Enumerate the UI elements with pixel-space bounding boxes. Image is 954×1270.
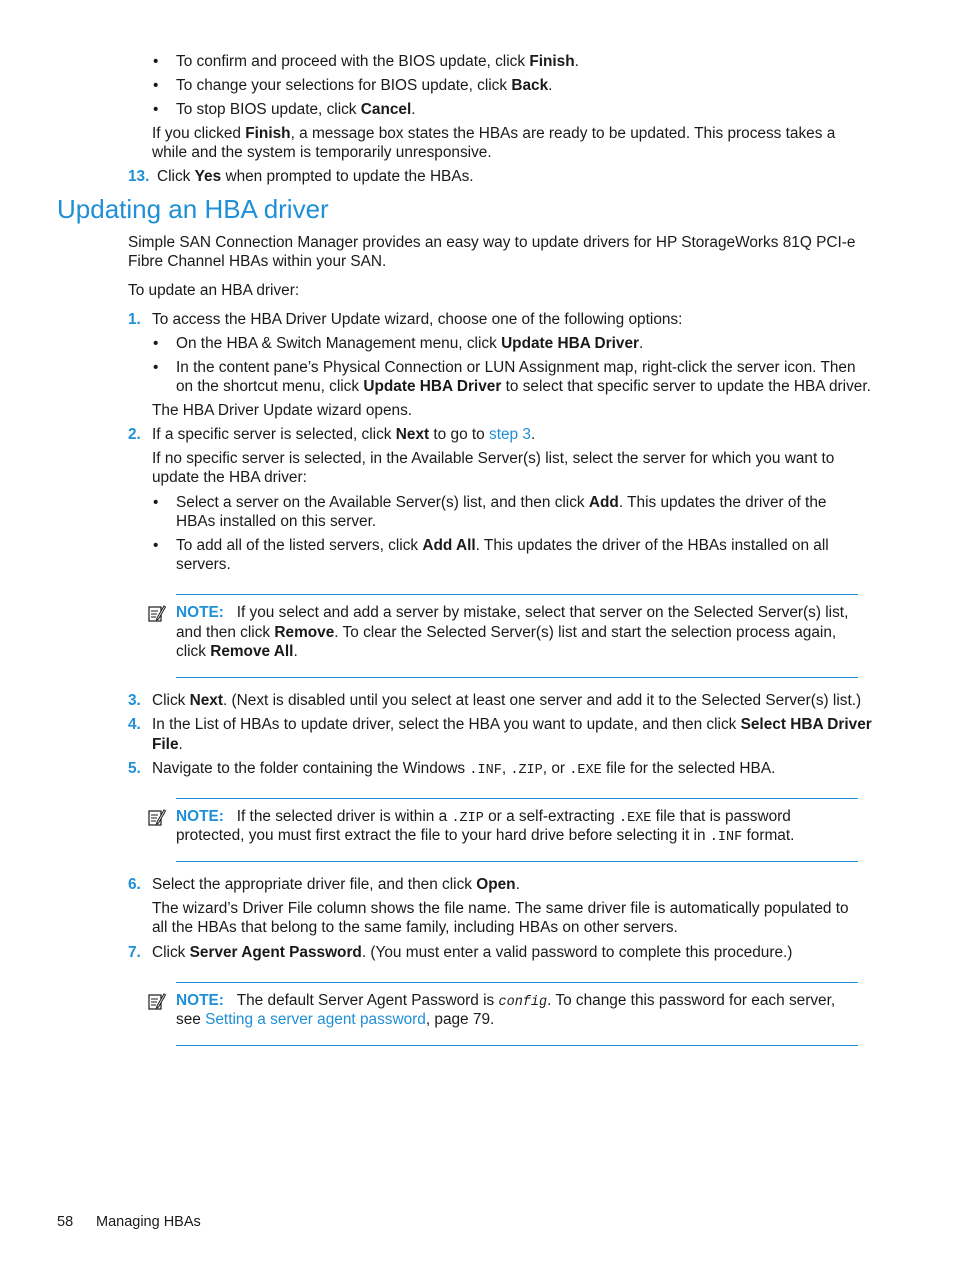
note-pencil-icon [148, 992, 166, 1010]
step-text: Navigate to the folder containing the Windows .INF, .ZIP, or .EXE file for the selected HBA. [152, 760, 776, 778]
step-text: Click Yes when prompted to update the HBAs. [157, 168, 474, 185]
note-rule-top [176, 798, 858, 799]
bullet-text: servers. [176, 556, 231, 573]
step-number: 2. [128, 426, 141, 443]
paragraph: while and the system is temporarily unresponsive. [152, 144, 492, 161]
note-rule-top [176, 594, 858, 595]
note-label: NOTE: [176, 808, 224, 825]
paragraph: The wizard’s Driver File column shows the file name. The same driver file is automatically populated to [152, 900, 849, 917]
bullet: • [153, 53, 159, 70]
intro-paragraph: Fibre Channel HBAs within your SAN. [128, 253, 387, 270]
paragraph: If you clicked Finish, a message box states the HBAs are ready to be updated. This process takes a [152, 125, 836, 142]
intro-paragraph: Simple SAN Connection Manager provides an easy way to update drivers for HP StorageWorks 81Q PCI-e [128, 234, 856, 251]
bullet: • [153, 335, 159, 352]
step-number: 1. [128, 311, 141, 328]
note-label: NOTE: [176, 992, 224, 1009]
bullet: • [153, 494, 159, 511]
bullet-text: To stop BIOS update, click Cancel. [176, 101, 416, 118]
footer-section: Managing HBAs [96, 1214, 201, 1230]
bullet: • [153, 359, 159, 376]
paragraph: If no specific server is selected, in the Available Server(s) list, select the server for which you want to [152, 450, 835, 467]
step-text: File. [152, 736, 183, 753]
note-pencil-icon [148, 808, 166, 826]
note-text: NOTE: If the selected driver is within a .ZIP or a self-extracting .EXE file that is password [176, 808, 791, 826]
step-number: 7. [128, 944, 141, 961]
step-number: 6. [128, 876, 141, 893]
page-number: 58 [57, 1214, 74, 1230]
step-number: 4. [128, 716, 141, 733]
bullet: • [153, 77, 159, 94]
note-text: click Remove All. [176, 643, 298, 660]
step-text: To access the HBA Driver Update wizard, choose one of the following options: [152, 311, 683, 328]
bullet-text: To add all of the listed servers, click Add All. This updates the driver of the HBAs installed on all [176, 537, 829, 554]
step-number: 3. [128, 692, 141, 709]
note-text: see Setting a server agent password, page 79. [176, 1011, 495, 1028]
paragraph: The HBA Driver Update wizard opens. [152, 402, 413, 419]
paragraph: update the HBA driver: [152, 469, 307, 486]
step-3-link[interactable]: step 3 [489, 426, 531, 443]
note-text: protected, you must first extract the file to your hard drive before selecting it in .INF format. [176, 827, 795, 845]
step-number: 13. [128, 168, 150, 185]
bullet-text: To confirm and proceed with the BIOS update, click Finish. [176, 53, 579, 70]
bullet-text: on the shortcut menu, click Update HBA Driver to select that specific server to update the HBA driver. [176, 378, 871, 395]
server-agent-password-link[interactable]: Setting a server agent password [205, 1011, 426, 1028]
step-number: 5. [128, 760, 141, 777]
step-text: Click Server Agent Password. (You must enter a valid password to complete this procedure.) [152, 944, 793, 961]
note-rule-bottom [176, 1045, 858, 1046]
bullet: • [153, 537, 159, 554]
bullet-text: In the content pane’s Physical Connection or LUN Assignment map, right-click the server icon. Then [176, 359, 856, 376]
note-rule-bottom [176, 677, 858, 678]
note-label: NOTE: [176, 604, 224, 621]
note-text: NOTE: The default Server Agent Password is config. To change this password for each server, [176, 992, 836, 1010]
note-text: NOTE: If you select and add a server by mistake, select that server on the Selected Server(s) list, [176, 604, 849, 621]
step-text: In the List of HBAs to update driver, select the HBA you want to update, and then click Select HBA Driver [152, 716, 872, 733]
paragraph: all the HBAs that belong to the same family, including HBAs on other servers. [152, 919, 678, 936]
note-rule-bottom [176, 861, 858, 862]
note-pencil-icon [148, 604, 166, 622]
bullet-text: Select a server on the Available Server(s) list, and then click Add. This updates the driver of the [176, 494, 827, 511]
bullet: • [153, 101, 159, 118]
step-text: Click Next. (Next is disabled until you select at least one server and add it to the Selected Server(s) list.) [152, 692, 862, 709]
bullet-text: HBAs installed on this server. [176, 513, 377, 530]
step-text: Select the appropriate driver file, and then click Open. [152, 876, 520, 893]
section-heading: Updating an HBA driver [57, 194, 329, 224]
note-text: and then click Remove. To clear the Selected Server(s) list and start the selection process again, [176, 624, 837, 641]
step-text: If a specific server is selected, click Next to go to step 3. [152, 426, 536, 443]
intro-paragraph: To update an HBA driver: [128, 282, 300, 299]
note-rule-top [176, 982, 858, 983]
bullet-text: To change your selections for BIOS update, click Back. [176, 77, 553, 94]
bullet-text: On the HBA & Switch Management menu, click Update HBA Driver. [176, 335, 644, 352]
